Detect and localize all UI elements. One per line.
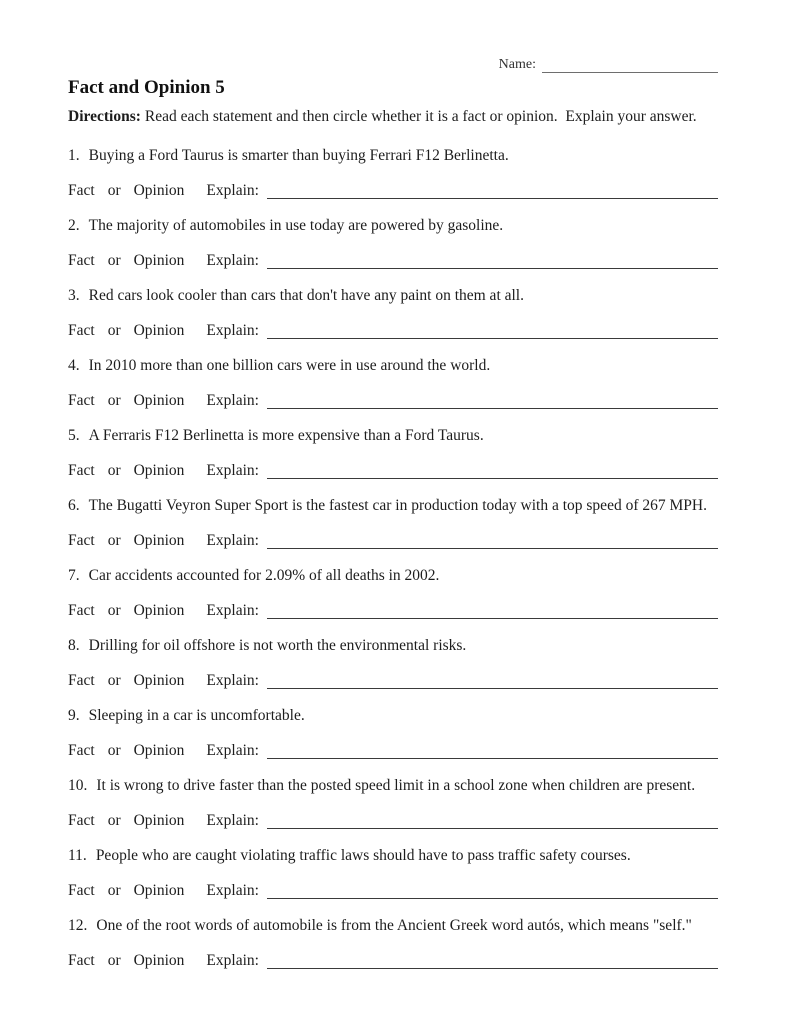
question-block <box>68 637 718 689</box>
opinion-choice: Opinion <box>133 252 185 269</box>
or-label: or <box>107 952 121 969</box>
question-number: 7. <box>68 567 80 584</box>
explain-blank-line <box>267 674 718 689</box>
question-block <box>68 497 718 549</box>
or-label: or <box>107 462 121 479</box>
explain-label: Explain: <box>206 742 259 759</box>
question-block <box>68 357 718 409</box>
question-text: One of the root words of automobile is from the Ancient Greek word autós, which means "self." <box>96 917 692 934</box>
explain-blank-line <box>267 324 718 339</box>
question-block <box>68 917 718 969</box>
answer-row <box>68 322 718 339</box>
question-number: 6. <box>68 497 80 514</box>
or-label: or <box>107 602 121 619</box>
question-statement <box>68 147 718 164</box>
question-statement <box>68 427 718 444</box>
explain-blank-line <box>267 884 718 899</box>
questions-list <box>68 147 718 969</box>
explain-label: Explain: <box>206 392 259 409</box>
answer-row <box>68 252 718 269</box>
or-label: or <box>107 182 121 199</box>
question-block <box>68 847 718 899</box>
directions-label: Directions: <box>68 108 141 125</box>
question-block <box>68 287 718 339</box>
explain-label: Explain: <box>206 462 259 479</box>
fact-choice: Fact <box>68 882 95 899</box>
question-text: The majority of automobiles in use today are powered by gasoline. <box>88 217 504 234</box>
question-number: 4. <box>68 357 80 374</box>
question-text: A Ferraris F12 Berlinetta is more expensive than a Ford Taurus. <box>88 427 484 444</box>
question-text: Sleeping in a car is uncomfortable. <box>88 707 305 724</box>
question-statement <box>68 287 718 304</box>
name-row <box>68 57 718 73</box>
question-statement <box>68 917 718 934</box>
explain-label: Explain: <box>206 182 259 199</box>
explain-label: Explain: <box>206 602 259 619</box>
or-label: or <box>107 672 121 689</box>
or-label: or <box>107 322 121 339</box>
question-text: People who are caught violating traffic laws should have to pass traffic safety courses. <box>95 847 631 864</box>
fact-choice: Fact <box>68 252 95 269</box>
explain-blank-line <box>267 534 718 549</box>
opinion-choice: Opinion <box>133 182 185 199</box>
fact-choice: Fact <box>68 952 95 969</box>
explain-label: Explain: <box>206 952 259 969</box>
question-number: 9. <box>68 707 80 724</box>
opinion-choice: Opinion <box>133 882 185 899</box>
question-statement <box>68 497 718 514</box>
fact-choice: Fact <box>68 672 95 689</box>
answer-row <box>68 882 718 899</box>
question-statement <box>68 217 718 234</box>
fact-choice: Fact <box>68 462 95 479</box>
fact-choice: Fact <box>68 602 95 619</box>
answer-row <box>68 952 718 969</box>
question-number: 11. <box>68 847 87 864</box>
or-label: or <box>107 252 121 269</box>
question-number: 1. <box>68 147 80 164</box>
question-text: Drilling for oil offshore is not worth the environmental risks. <box>88 637 467 654</box>
opinion-choice: Opinion <box>133 462 185 479</box>
answer-row <box>68 532 718 549</box>
fact-choice: Fact <box>68 812 95 829</box>
name-label: Name: <box>498 57 536 72</box>
or-label: or <box>107 742 121 759</box>
explain-label: Explain: <box>206 322 259 339</box>
question-text: Buying a Ford Taurus is smarter than buying Ferrari F12 Berlinetta. <box>88 147 509 164</box>
question-number: 12. <box>68 917 88 934</box>
question-block <box>68 217 718 269</box>
explain-blank-line <box>267 184 718 199</box>
question-text: Red cars look cooler than cars that don't have any paint on them at all. <box>88 287 524 304</box>
explain-label: Explain: <box>206 532 259 549</box>
fact-choice: Fact <box>68 182 95 199</box>
opinion-choice: Opinion <box>133 952 185 969</box>
answer-row <box>68 812 718 829</box>
question-statement <box>68 357 718 374</box>
question-block <box>68 427 718 479</box>
directions <box>68 108 718 126</box>
explain-blank-line <box>267 954 718 969</box>
opinion-choice: Opinion <box>133 392 185 409</box>
question-number: 10. <box>68 777 88 794</box>
opinion-choice: Opinion <box>133 322 185 339</box>
answer-row <box>68 742 718 759</box>
question-number: 3. <box>68 287 80 304</box>
question-text: In 2010 more than one billion cars were in use around the world. <box>88 357 491 374</box>
question-statement <box>68 777 718 794</box>
explain-label: Explain: <box>206 252 259 269</box>
question-text: The Bugatti Veyron Super Sport is the fastest car in production today with a top speed of 267 MPH. <box>88 497 707 514</box>
explain-blank-line <box>267 254 718 269</box>
question-number: 2. <box>68 217 80 234</box>
question-text: Car accidents accounted for 2.09% of all deaths in 2002. <box>88 567 440 584</box>
question-block <box>68 567 718 619</box>
explain-label: Explain: <box>206 812 259 829</box>
opinion-choice: Opinion <box>133 812 185 829</box>
explain-blank-line <box>267 604 718 619</box>
explain-label: Explain: <box>206 672 259 689</box>
question-block <box>68 777 718 829</box>
question-statement <box>68 707 718 724</box>
directions-text: Read each statement and then circle whether it is a fact or opinion. Explain your answer. <box>144 108 697 125</box>
or-label: or <box>107 532 121 549</box>
explain-blank-line <box>267 744 718 759</box>
question-statement <box>68 637 718 654</box>
opinion-choice: Opinion <box>133 672 185 689</box>
explain-blank-line <box>267 394 718 409</box>
question-block <box>68 147 718 199</box>
opinion-choice: Opinion <box>133 602 185 619</box>
explain-blank-line <box>267 464 718 479</box>
question-block <box>68 707 718 759</box>
answer-row <box>68 602 718 619</box>
question-number: 8. <box>68 637 80 654</box>
or-label: or <box>107 392 121 409</box>
fact-choice: Fact <box>68 322 95 339</box>
name-blank-line <box>542 59 718 73</box>
opinion-choice: Opinion <box>133 742 185 759</box>
answer-row <box>68 392 718 409</box>
answer-row <box>68 182 718 199</box>
fact-choice: Fact <box>68 392 95 409</box>
answer-row <box>68 672 718 689</box>
worksheet-title: Fact and Opinion 5 <box>68 77 225 98</box>
question-statement <box>68 567 718 584</box>
opinion-choice: Opinion <box>133 532 185 549</box>
or-label: or <box>107 812 121 829</box>
question-text: It is wrong to drive faster than the posted speed limit in a school zone when children are present. <box>96 777 696 794</box>
question-statement <box>68 847 718 864</box>
answer-row <box>68 462 718 479</box>
fact-choice: Fact <box>68 532 95 549</box>
or-label: or <box>107 882 121 899</box>
fact-choice: Fact <box>68 742 95 759</box>
question-number: 5. <box>68 427 80 444</box>
explain-blank-line <box>267 814 718 829</box>
explain-label: Explain: <box>206 882 259 899</box>
